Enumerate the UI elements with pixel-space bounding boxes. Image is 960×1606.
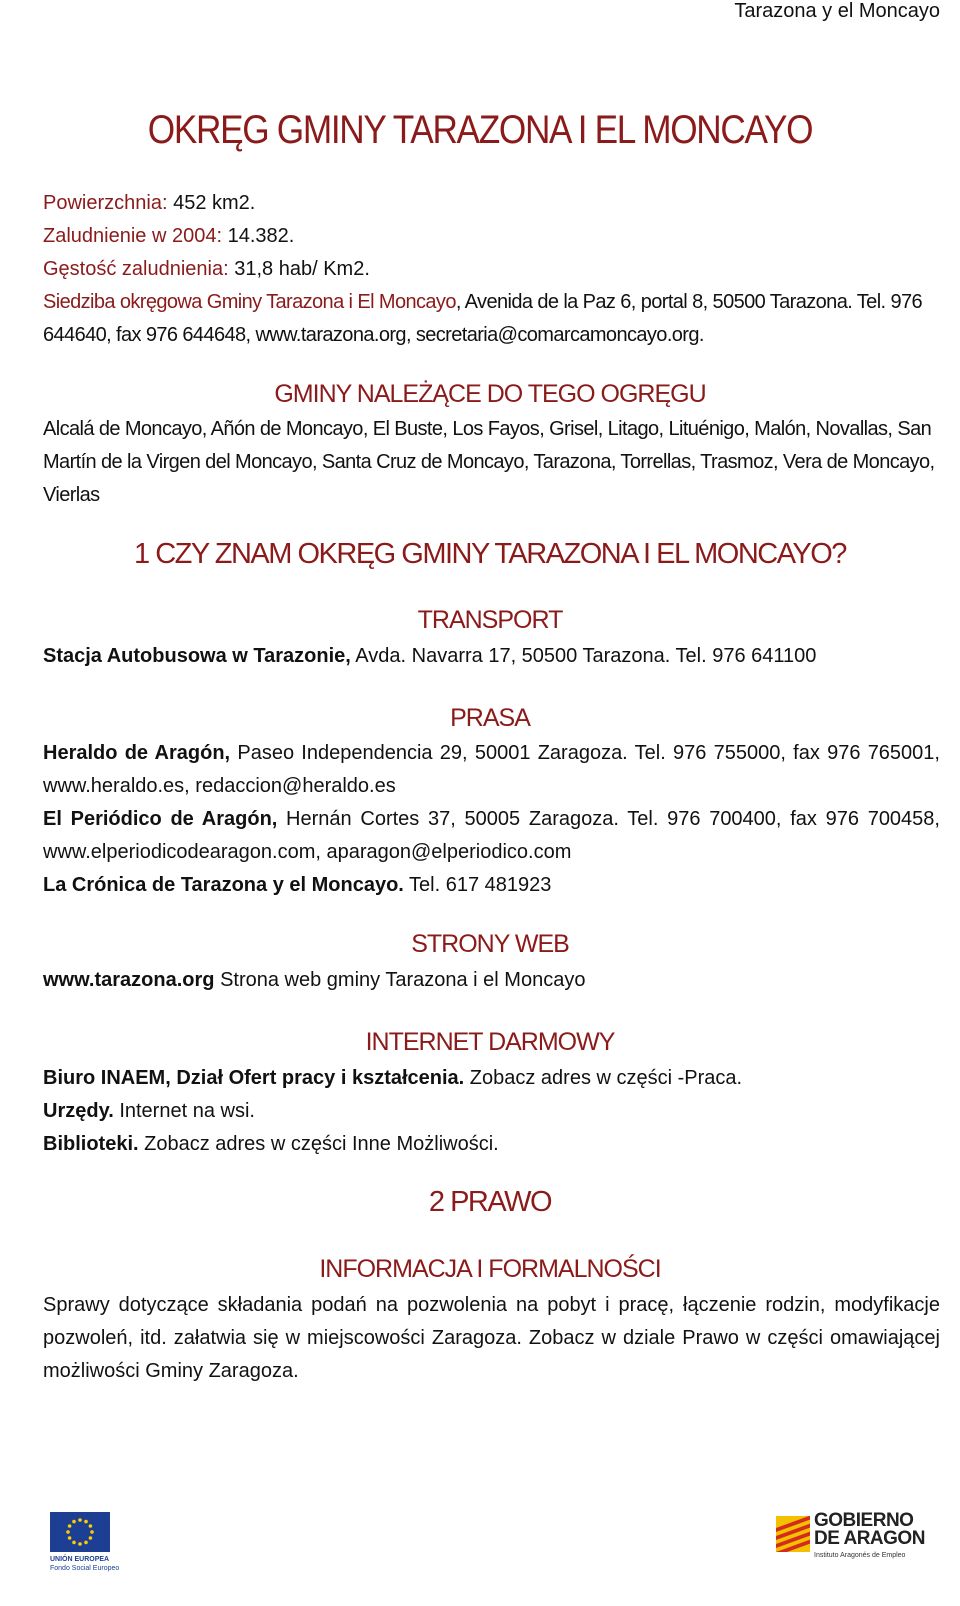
press-detail: Paseo Independencia 29, 50001 Zaragoza. Tel. 976 755000, fax 976 765001, www.heraldo.es, redaccion@heraldo.es <box>43 742 940 797</box>
formalities-heading: INFORMACJA I FORMALNOŚCI <box>319 1255 661 1283</box>
press-name: El Periódico de Aragón, <box>43 808 278 830</box>
press-item <box>43 869 940 902</box>
press-item <box>43 803 940 869</box>
internet-item <box>43 1095 940 1128</box>
internet-item <box>43 1062 940 1095</box>
aragon-logo-line1: GOBIERNO <box>814 1510 914 1531</box>
internet-name: Biblioteki. <box>43 1133 139 1155</box>
internet-heading: INTERNET DARMOWY <box>365 1028 615 1056</box>
population-label: Zaludnienie w 2004: <box>43 225 223 247</box>
running-header: Tarazona y el Moncayo <box>734 0 940 22</box>
web-entry <box>43 964 940 997</box>
web-desc: Strona web gminy Tarazona i el Moncayo <box>214 969 586 991</box>
internet-name: Urzędy. <box>43 1100 114 1122</box>
formalities-text: Sprawy dotyczące składania podań na pozwolenia na pobyt i pracę, łączenie rodzin, modyfikacje pozwoleń, itd. załatwia się w miejscowości Zaragoza. Zobacz w dziale Prawo w części omawiającej możliwości Gminy Zaragoza. <box>43 1294 940 1382</box>
web-heading: STRONY WEB <box>411 930 569 958</box>
eu-fse-logo <box>50 1512 134 1582</box>
density-value: 31,8 hab/ Km2. <box>228 258 370 280</box>
aragon-flag-icon <box>776 1516 810 1552</box>
eu-flag-icon <box>50 1512 110 1552</box>
web-url-link[interactable]: www.tarazona.org <box>43 969 215 991</box>
press-list <box>43 737 940 902</box>
transport-name: Stacja Autobusowa w Tarazonie, <box>43 645 351 667</box>
eu-logo-line2: Fondo Social Europeo <box>50 1565 120 1572</box>
aragon-logo-wordmark <box>814 1512 925 1548</box>
seat-value: , Avenida de la Paz 6, portal 8, 50500 Tarazona. Tel. 976 644640, fax 976 644648, www.tarazona.org, secretaria@comarcamoncayo.org. <box>43 291 923 346</box>
population-value: 14.382. <box>222 225 295 247</box>
press-name: La Crónica de Tarazona y el Moncayo. <box>43 874 404 896</box>
internet-name: Biuro INAEM, Dział Ofert pracy i kształcenia. <box>43 1067 465 1089</box>
press-detail: Tel. 617 481923 <box>403 874 552 896</box>
area-label: Powierzchnia: <box>43 192 168 214</box>
press-heading: PRASA <box>450 704 530 732</box>
press-detail: Hernán Cortes 37, 50005 Zaragoza. Tel. 976 700400, fax 976 700458, www.elperiodicodearagon.com, aparagon@elperiodico.com <box>43 808 940 863</box>
transport-detail: Avda. Navarra 17, 50500 Tarazona. Tel. 976 641100 <box>350 645 817 667</box>
eu-logo-line1: UNIÓN EUROPEA <box>50 1556 110 1563</box>
municipalities-heading: GMINY NALEŻĄCE DO TEGO OGRĘGU <box>274 380 706 408</box>
press-item <box>43 737 940 803</box>
internet-item <box>43 1128 940 1161</box>
page-title: OKRĘG GMINY TARAZONA I EL MONCAYO <box>147 108 813 152</box>
density-label: Gęstość zaludnienia: <box>43 258 229 280</box>
area-line <box>43 187 940 220</box>
aragon-logo-line2: DE ARAGON <box>814 1528 925 1549</box>
seat-paragraph <box>43 286 940 352</box>
area-value: 452 km2. <box>167 192 256 214</box>
section2-heading: 2 PRAWO <box>428 1186 552 1218</box>
gobierno-aragon-logo <box>776 1512 946 1576</box>
municipalities-list: Alcalá de Moncayo, Añón de Moncayo, El Buste, Los Fayos, Grisel, Litago, Lituénigo, Malón, Novallas, San Martín de la Virgen del Moncayo, Santa Cruz de Moncayo, Tarazona, Torrellas, Trasmoz, Vera de Moncayo, Vierlas <box>43 418 935 506</box>
aragon-logo-sub: Instituto Aragonés de Empleo <box>814 1552 906 1559</box>
transport-entry <box>43 640 940 673</box>
population-line <box>43 220 940 253</box>
seat-label: Siedziba okręgowa Gminy Tarazona i El Moncayo <box>43 291 456 313</box>
internet-detail: Internet na wsi. <box>113 1100 255 1122</box>
internet-list <box>43 1062 940 1161</box>
internet-detail: Zobacz adres w części -Praca. <box>464 1067 743 1089</box>
internet-detail: Zobacz adres w części Inne Możliwości. <box>138 1133 499 1155</box>
section1-heading: 1 CZY ZNAM OKRĘG GMINY TARAZONA I EL MONCAYO? <box>134 538 846 570</box>
press-name: Heraldo de Aragón, <box>43 742 231 764</box>
district-info <box>43 187 940 352</box>
density-line <box>43 253 940 286</box>
transport-heading: TRANSPORT <box>417 606 563 634</box>
